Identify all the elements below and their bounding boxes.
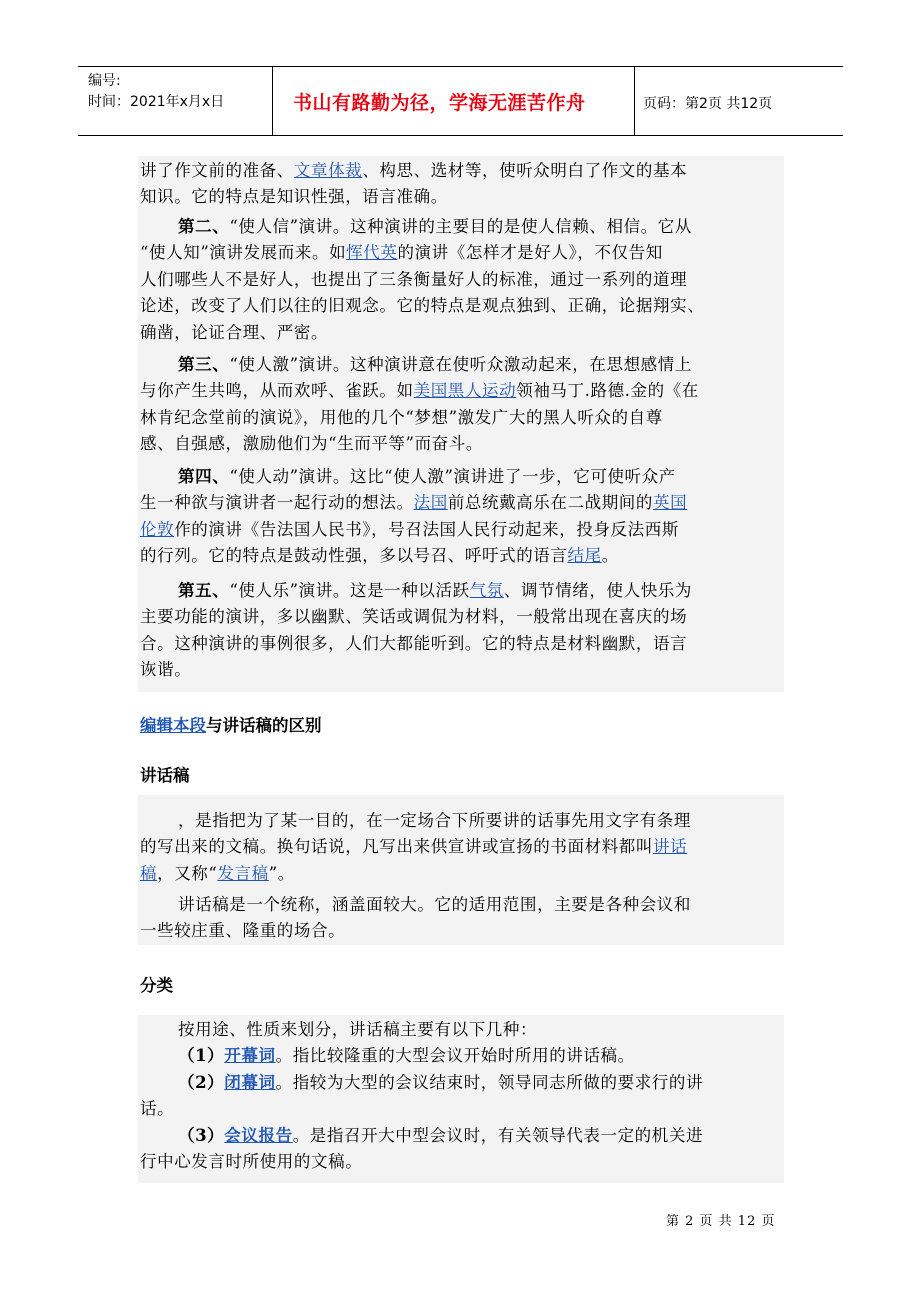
paragraph-3: 第三、“使人激”演讲。这种演讲意在使听众激动起来，在思想感情上 与你产生共鸣，从而欢呼、雀跃。如美国黑人运动领袖马丁.路德.金的《在 林肯纪念堂前的演说》，用他的几个“梦想”激发广大的黑人听众的自尊 感、自强感，激励他们为“生而平等”而奋斗。 bbox=[140, 355, 699, 454]
header-motto: 书山有路勤为径，学海无涯苦作舟 bbox=[293, 92, 586, 114]
doc-number-label: 编号: bbox=[88, 73, 121, 89]
list-item: （1）开幕词。指比较隆重的大型会议开始时所用的讲话稿。 bbox=[178, 1046, 635, 1066]
link-ending[interactable]: 结尾 bbox=[567, 546, 602, 566]
paragraph-5: 第五、“使人乐”演讲。这是一种以活跃气氛、调节情绪，使人快乐为 主要功能的演讲，多以幽默、笑话或调侃为材料，一般常出现在喜庆的场 合。这种演讲的事例很多，人们大都能听到。它的特点是材料幽默，语言 诙谐。 bbox=[140, 581, 692, 680]
link-england[interactable]: 英国 bbox=[653, 493, 688, 513]
header-bottom-rule bbox=[78, 135, 843, 136]
paragraph-4: 第四、“使人动”演讲。这比“使人激”演讲进了一步，它可使听众产 生一种欲与演讲者一起行动的想法。法国前总统戴高乐在二战期间的英国 伦敦作的演讲《告法国人民书》，号召法国人民行动起来，投身反法西斯 的行列。它的特点是鼓动性强，多以号召、呼吁式的语言结尾。 bbox=[140, 467, 688, 566]
link-opening-speech[interactable]: 开幕词 bbox=[224, 1046, 276, 1066]
list-item: （3）会议报告。是指召开大中型会议时，有关领导代表一定的机关进 bbox=[178, 1125, 704, 1145]
footer-page-number: 第 2 页 共 12 页 bbox=[666, 1214, 776, 1229]
link-yun-daiying[interactable]: 恽代英 bbox=[346, 243, 398, 263]
section-heading-classification: 分类 bbox=[140, 976, 173, 995]
link-closing-speech[interactable]: 闭幕词 bbox=[224, 1072, 276, 1092]
header-top-rule bbox=[78, 66, 843, 67]
paragraph-2: 第二、“使人信”演讲。这种演讲的主要目的是使人信赖、相信。它从 “使人知”演讲发展而来。如恽代英的演讲《怎样才是好人》，不仅告知 人们哪些人不是好人，也提出了三条衡量好人的标准，通过一系列的道理 论述，改变了人们以往的旧观念。它的特点是观点独到、正确，论据翔实、 确凿，论证合理、严密。 bbox=[140, 217, 705, 342]
section-heading-difference: 编辑本段与讲话稿的区别 bbox=[140, 716, 322, 735]
header-page-info: 页码：第2页 共12页 bbox=[643, 96, 773, 112]
link-atmosphere[interactable]: 气氛 bbox=[469, 581, 504, 600]
link-statement-draft[interactable]: 发言稿 bbox=[217, 863, 269, 883]
link-london[interactable]: 伦敦 bbox=[140, 519, 175, 539]
link-speech-draft[interactable]: 讲话 bbox=[653, 837, 688, 857]
header-divider-right bbox=[634, 66, 635, 136]
paragraph-6: ，是指把为了某一目的，在一定场合下所要讲的话事先用文字有条理 的写出来的文稿。换句话说，凡写出来供宣讲或宣扬的书面材料都叫讲话 稿，又称“发言稿”。 bbox=[140, 811, 691, 883]
link-france[interactable]: 法国 bbox=[413, 493, 448, 513]
classification-list: 按用途、性质来划分，讲话稿主要有以下几种： （1）开幕词。指比较隆重的大型会议开始时所用的讲话稿。 （2）闭幕词。指较为大型的会议结束时，领导同志所做的要求行的讲 话。 （3）会议报告。是指召开大中型会议时，有关领导代表一定的机关进 行中心发言时所使用的文稿。 bbox=[140, 1017, 790, 1175]
link-civil-rights-movement[interactable]: 美国黑人运动 bbox=[413, 381, 517, 401]
paragraph-1: 讲了作文前的准备、文章体裁、构思、选材等，使听众明白了作文的基本 知识。它的特点是知识性强，语言准确。 bbox=[140, 161, 688, 207]
section-heading-speech-draft: 讲话稿 bbox=[140, 766, 190, 785]
edit-section-link[interactable]: 编辑本段 bbox=[140, 716, 206, 735]
doc-time-label: 时间：2021年x月x日 bbox=[88, 94, 225, 110]
link-meeting-report[interactable]: 会议报告 bbox=[224, 1125, 293, 1145]
link-article-genre[interactable]: 文章体裁 bbox=[293, 161, 363, 180]
header-divider-left bbox=[272, 66, 273, 136]
paragraph-7: 讲话稿是一个统称，涵盖面较大。它的适用范围，主要是各种会议和 一些较庄重、隆重的场合。 bbox=[140, 895, 691, 941]
list-item: （2）闭幕词。指较为大型的会议结束时，领导同志所做的要求行的讲 bbox=[178, 1072, 704, 1092]
link-speech-draft-cont[interactable]: 稿 bbox=[140, 863, 158, 883]
